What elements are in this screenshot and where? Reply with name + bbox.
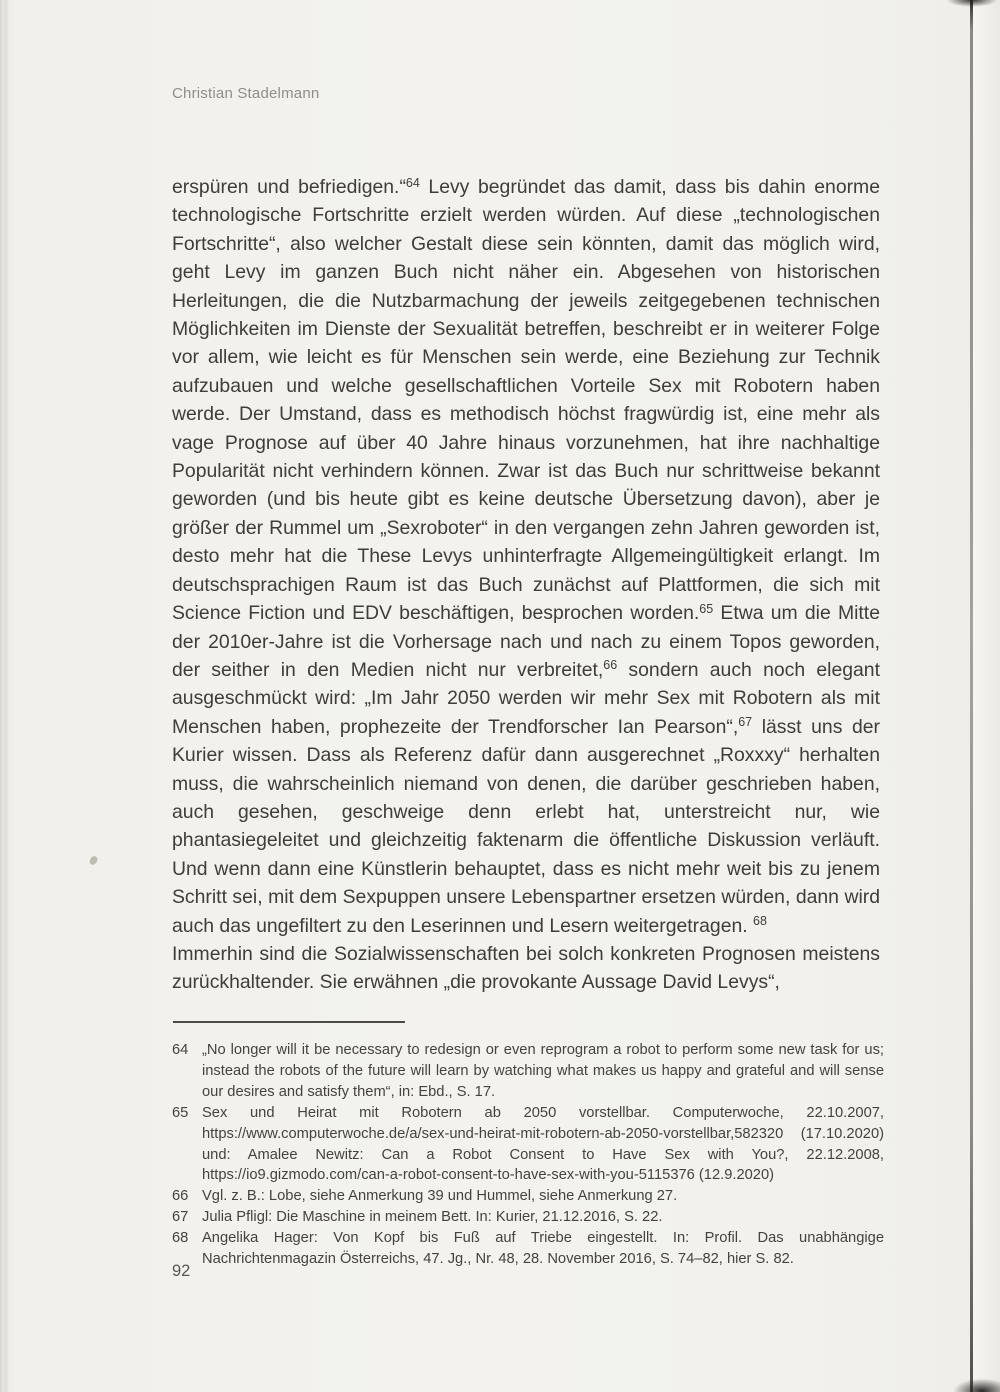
paragraph: erspüren und befriedigen.“$^{64}$ Levy begründet das damit, dass bis dahin enorme technologische Fortschritte erzielt werden würden. Auf diese „technologischen Fortschritte“, also welcher Gestalt diese sein könnten, damit das möglich wird, geht Levy im ganzen Buch nicht näher ein. Abgesehen von historischen Herleitungen, die die Nutzbarmachung der jeweils zeitgegebenen technischen Möglichkeiten im Dienste der Sexualität betreffen, beschreibt er in weiterer Folge vor allem, wie leicht es für Menschen sein werde, eine Beziehung zur Technik aufzubauen und welche gesellschaftlichen Vorteile Sex mit Robotern haben werde. Der Umstand, dass es methodisch höchst fragwürdig ist, eine mehr als vage Prognose auf über 40 Jahre hinaus vorzunehmen, hat ihre nachhaltige Popularität nicht verhindern können. Zwar ist das Buch nur schrittweise bekannt geworden (und bis heute gibt es keine deutsche Übersetzung davon), aber je größer der Rummel um „Sexroboter“ in den vergangen zehn Jahren geworden ist, desto mehr hat die These Levys unhinterfragte Allgemeingültigkeit erlangt. Im deutschsprachigen Raum ist das Buch zunächst auf Plattformen, die sich mit Science Fiction und EDV beschäftigen, besprochen worden.$^{65}$ Etwa um die Mitte der 2010er-Jahre ist die Vorhersage nach und nach zu einem Topos geworden, der seither in den Medien nicht nur verbreitet,$^{66}$ sondern auch noch elegant ausgeschmückt wird: „Im Jahr 2050 werden wir mehr Sex mit Robotern als mit Menschen haben, prophezeite der Trendforscher Ian Pearson“,$^{67}$ lässt uns der Kurier wissen. Dass als Referenz dafür dann ausgerechnet „Roxxxy“ herhalten muss, die wahrscheinlich niemand von denen, die darüber geschrieben haben, auch gesehen, geschweige denn erlebt hat, unterstreicht nur, wie phantasiegeleitet und gleichzeitig faktenarm die öffentliche Diskussion verläuft. Und wenn dann eine Künstlerin behauptet, dass es nicht mehr weit bis zu jenem Schritt sei, mit dem Sexpuppen unsere Lebenspartner ersetzen würden, dann wird auch das ungefiltert zu den Leserinnen und Lesern weitergetragen. $^{68}$ xyxy=(172,175,880,937)
footnote-reference: 64 xyxy=(405,175,420,190)
footnote-item xyxy=(172,1040,884,1103)
body-text xyxy=(172,173,880,997)
author-name: Christian Stadelmann xyxy=(172,85,320,102)
footnote-reference: 67 xyxy=(738,715,753,730)
page-right-edge-line xyxy=(970,0,973,1392)
footnote-separator xyxy=(173,1021,405,1023)
footnote-text: Vgl. z. B.: Lobe, siehe Anmerkung 39 und Hummel, siehe Anmerkung 27. xyxy=(202,1188,678,1205)
footnote-number: 67 xyxy=(172,1209,189,1226)
footnote-reference: 66 xyxy=(603,658,618,673)
footnote-item xyxy=(172,1186,884,1207)
footnote-number: 66 xyxy=(172,1188,189,1205)
footnote-item xyxy=(172,1228,884,1270)
footnote-reference: 65 xyxy=(699,601,714,616)
paragraph: Immerhin sind die Sozialwissenschaften bei solch konkreten Prognosen meistens zurückhaltender. Sie erwähnen „die provokante Aussage David Levys“, xyxy=(172,942,880,994)
page-number: 92 xyxy=(172,1262,191,1280)
scan-smudge-bottom-right xyxy=(952,1378,1000,1392)
footnote-text: Sex und Heirat mit Robotern ab 2050 vorstellbar. Computerwoche, 22.10.2007, https://www.computerwoche.de/a/sex-und-heirat-mit-robotern-ab-2050-vorstellbar,582320 (17.10.2020) und: Amalee Newitz: Can a Robot Consent to Have Sex with You?, 22.12.2008, https://io9.gizmodo.com/can-a-robot-consent-to-have-sex-with-you-5115376 (12.9.2020) xyxy=(202,1104,884,1184)
footnote-text: „No longer will it be necessary to redesign or even reprogram a robot to perform some new task for us; instead the robots of the future will learn by watching what makes us happy and grateful and will sense our desires and satisfy them“, in: Ebd., S. 17. xyxy=(202,1042,884,1100)
paper-speck xyxy=(88,855,98,866)
footnote-text: Julia Pfligl: Die Maschine in meinem Bett. In: Kurier, 21.12.2016, S. 22. xyxy=(202,1209,663,1226)
footnote-text: Angelika Hager: Von Kopf bis Fuß auf Triebe eingestellt. In: Profil. Das unabhängige Nachrichtenmagazin Österreichs, 47. Jg., Nr. 48, 28. November 2016, S. 74–82, hier S. 82. xyxy=(202,1230,884,1268)
scan-smudge-top-right xyxy=(946,0,998,7)
running-header xyxy=(172,85,319,102)
footnote-number: 64 xyxy=(172,1042,189,1058)
footnote-number: 68 xyxy=(172,1230,189,1247)
footnote-item xyxy=(172,1103,884,1187)
footnote-item xyxy=(172,1207,884,1228)
page-fold-left-edge xyxy=(0,0,16,1392)
page-right-edge-strip xyxy=(973,0,1000,1392)
footnote-number: 65 xyxy=(172,1104,189,1121)
footnote-reference: 68 xyxy=(753,914,767,929)
footnotes-list xyxy=(172,1040,884,1270)
